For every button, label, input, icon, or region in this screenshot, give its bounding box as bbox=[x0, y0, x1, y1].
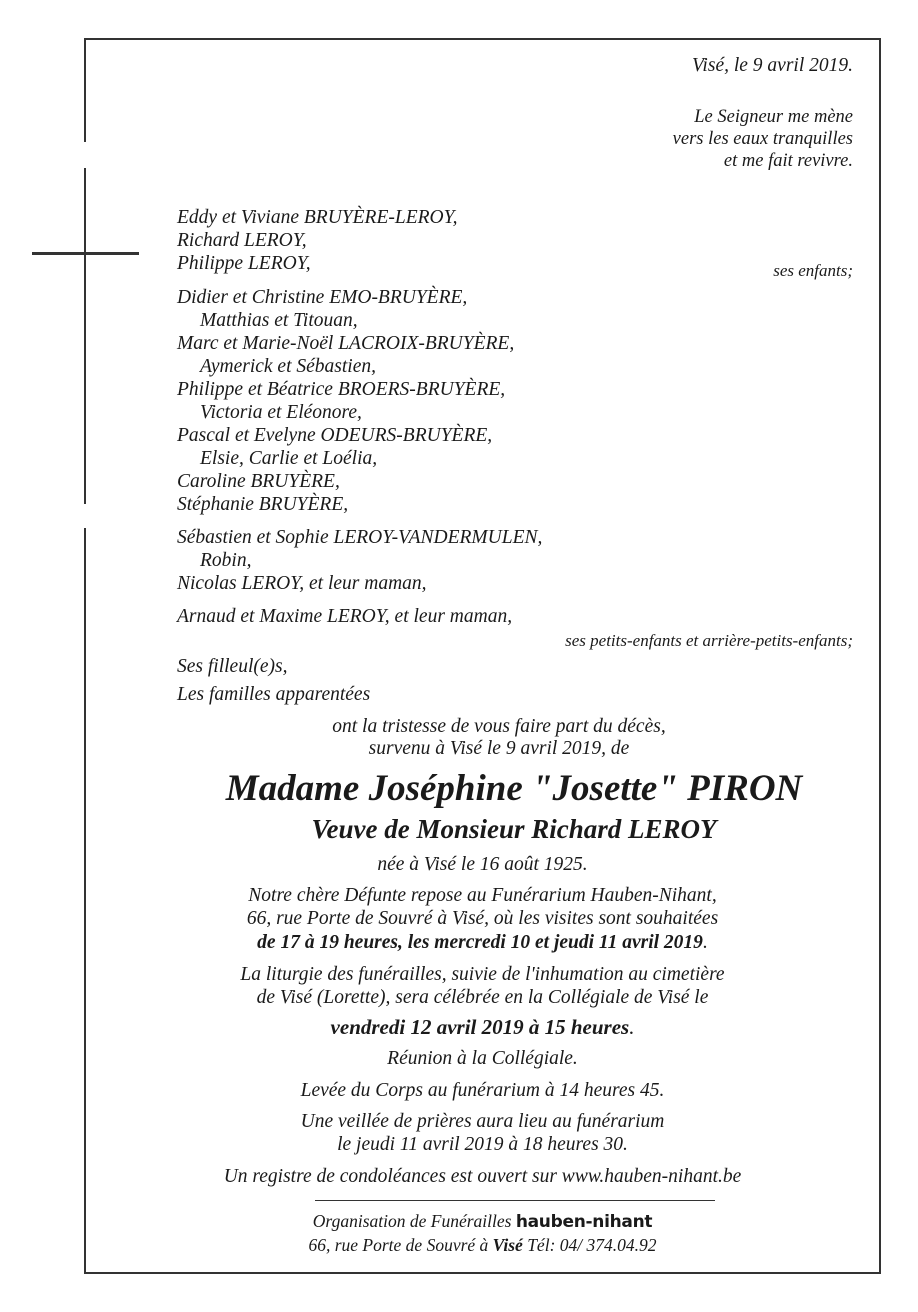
family-line: Elsie, Carlie et Loélia, bbox=[200, 448, 378, 469]
deceased-name: Madame Joséphine "Josette" PIRON bbox=[225, 768, 803, 809]
announcement-line: ont la tristesse de vous faire part du décès, bbox=[332, 716, 666, 737]
frame-top-border bbox=[84, 38, 881, 40]
funeral-line: de Visé (Lorette), sera célébrée en la Collégiale de Visé le bbox=[256, 987, 709, 1008]
brand-logo: hauben-nihant bbox=[515, 1212, 653, 1232]
footer-divider bbox=[315, 1200, 715, 1201]
organisation-prefix: Organisation de Funérailles bbox=[312, 1211, 512, 1231]
phone: Tél: 04/ 374.04.92 bbox=[527, 1235, 657, 1255]
family-line: Marc et Marie-Noël LACROIX-BRUYÈRE, bbox=[177, 333, 515, 354]
verse-line: vers les eaux tranquilles bbox=[672, 129, 853, 149]
family-line: Philippe LEROY, bbox=[177, 253, 311, 274]
grandchildren-role: ses petits-enfants et arrière-petits-enfants; bbox=[565, 631, 853, 650]
funeral-date: vendredi 12 avril 2019 à 15 heures bbox=[330, 1015, 630, 1039]
family-line: Nicolas LEROY, et leur maman, bbox=[177, 573, 427, 594]
family-line: Aymerick et Sébastien, bbox=[200, 356, 376, 377]
date-line: Visé, le 9 avril 2019. bbox=[691, 55, 853, 76]
family-line: Pascal et Evelyne ODEURS-BRUYÈRE, bbox=[177, 425, 493, 446]
visit-times-end: . bbox=[702, 932, 708, 953]
family-line: Stéphanie BRUYÈRE, bbox=[177, 494, 349, 515]
funeral-line: La liturgie des funérailles, suivie de l'inhumation au cimetière bbox=[240, 964, 725, 985]
family-line: Richard LEROY, bbox=[177, 230, 307, 251]
reunion-line: Réunion à la Collégiale. bbox=[387, 1048, 578, 1069]
frame-bottom-border bbox=[84, 1272, 881, 1274]
family-line: Arnaud et Maxime LEROY, et leur maman, bbox=[177, 606, 513, 627]
address-city: Visé bbox=[492, 1235, 523, 1255]
vigil-line: Une veillée de prières aura lieu au funérarium bbox=[300, 1111, 665, 1132]
family-line: Philippe et Béatrice BROERS-BRUYÈRE, bbox=[177, 379, 506, 400]
verse-line: Le Seigneur me mène bbox=[694, 107, 853, 127]
family-line: Victoria et Eléonore, bbox=[200, 402, 362, 423]
birth-line: née à Visé le 16 août 1925. bbox=[377, 854, 588, 875]
family-line: Sébastien et Sophie LEROY-VANDERMULEN, bbox=[177, 527, 543, 548]
address-prefix: 66, rue Porte de Souvré à bbox=[308, 1235, 489, 1255]
registry-line: Un registre de condoléances est ouvert sur www.hauben-nihant.be bbox=[223, 1166, 742, 1187]
verse-line: et me fait revivre. bbox=[723, 151, 853, 171]
family-line: Didier et Christine EMO-BRUYÈRE, bbox=[177, 287, 468, 308]
family-line: Robin, bbox=[200, 550, 252, 571]
frame-left-border-top bbox=[84, 38, 86, 142]
address-line bbox=[84, 1234, 881, 1256]
family-line: Eddy et Viviane BRUYÈRE-LEROY, bbox=[177, 207, 458, 228]
announcement-line: survenu à Visé le 9 avril 2019, de bbox=[368, 738, 630, 759]
levee-line: Levée du Corps au funérarium à 14 heures 45. bbox=[300, 1080, 665, 1101]
cross-vertical-bar bbox=[84, 168, 86, 504]
children-role: ses enfants; bbox=[773, 261, 853, 280]
visit-times-line bbox=[84, 932, 881, 954]
funeral-date-end: . bbox=[629, 1015, 635, 1039]
cross-horizontal-bar bbox=[32, 252, 139, 255]
visit-line: 66, rue Porte de Souvré à Visé, où les visites sont souhaitées bbox=[246, 908, 719, 929]
family-line: Matthias et Titouan, bbox=[200, 310, 358, 331]
funeral-date-line bbox=[84, 1016, 881, 1038]
vigil-line: le jeudi 11 avril 2019 à 18 heures 30. bbox=[337, 1134, 628, 1155]
organisation-line bbox=[84, 1210, 881, 1233]
family-line: Ses filleul(e)s, bbox=[177, 656, 288, 677]
family-line: Les familles apparentées bbox=[177, 684, 371, 705]
visit-times: de 17 à 19 heures, les mercredi 10 et jeudi 11 avril 2019 bbox=[257, 932, 703, 953]
visit-line: Notre chère Défunte repose au Funérarium Hauben-Nihant, bbox=[248, 885, 717, 906]
widow-line: Veuve de Monsieur Richard LEROY bbox=[311, 814, 717, 844]
family-line: Caroline BRUYÈRE, bbox=[177, 471, 340, 492]
